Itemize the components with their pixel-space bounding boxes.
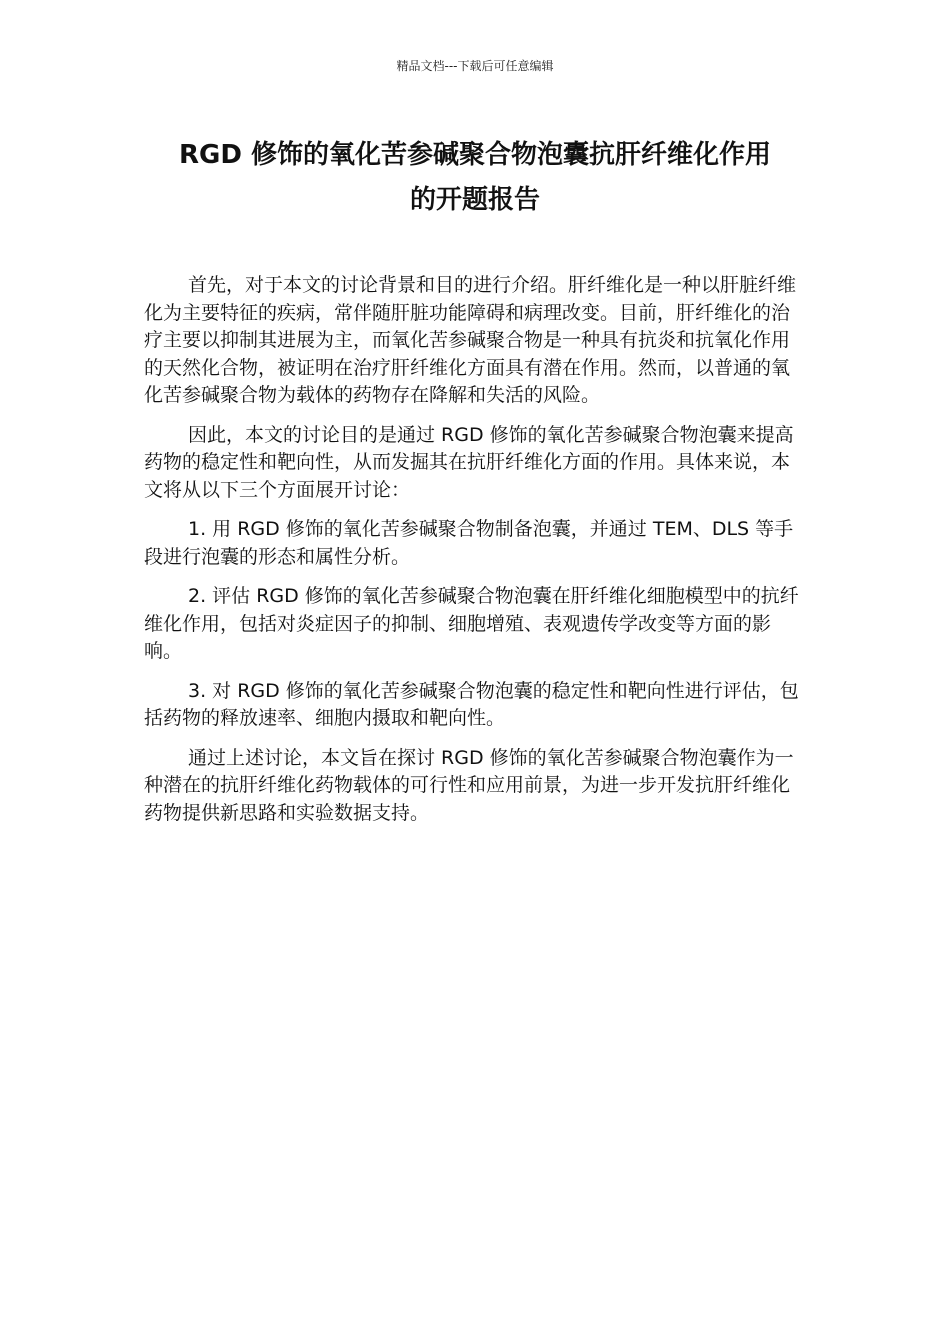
paragraph-item-3: 3. 对 RGD 修饰的氧化苦参碱聚合物泡囊的稳定性和靶向性进行评估，包括药物的释放速率、细胞内摄取和靶向性。	[144, 679, 799, 729]
paragraph-intro: 首先，对于本文的讨论背景和目的进行介绍。肝纤维化是一种以肝脏纤维化为主要特征的疾病，常伴随肝脏功能障碍和病理改变。目前，肝纤维化的治疗主要以抑制其进展为主，而氧化苦参碱聚合物是一种具有抗炎和抗氧化作用的天然化合物，被证明在治疗肝纤维化方面具有潜在作用。然而，以普通的氧化苦参碱聚合物为载体的药物存在降解和失活的风险。	[144, 274, 797, 406]
paragraph-purpose: 因此，本文的讨论目的是通过 RGD 修饰的氧化苦参碱聚合物泡囊来提高药物的稳定性和靶向性，从而发掘其在抗肝纤维化方面的作用。具体来说，本文将从以下三个方面展开讨论：	[144, 423, 794, 501]
document-title	[130, 133, 820, 223]
title-line-1: RGD 修饰的氧化苦参碱聚合物泡囊抗肝纤维化作用	[179, 140, 771, 170]
paragraph-item-2: 2. 评估 RGD 修饰的氧化苦参碱聚合物泡囊在肝纤维化细胞模型中的抗纤维化作用，包括对炎症因子的抑制、细胞增殖、表观遗传学改变等方面的影响。	[144, 585, 799, 662]
paragraph-conclusion: 通过上述讨论，本文旨在探讨 RGD 修饰的氧化苦参碱聚合物泡囊作为一种潜在的抗肝纤维化药物载体的可行性和应用前景，为进一步开发抗肝纤维化药物提供新思路和实验数据支持。	[144, 746, 794, 824]
document-body	[144, 272, 808, 839]
page-header: 精品文档---下载后可任意编辑	[396, 59, 554, 73]
paragraph-item-1: 1. 用 RGD 修饰的氧化苦参碱聚合物制备泡囊，并通过 TEM、DLS 等手段进行泡囊的形态和属性分析。	[144, 518, 794, 568]
title-line-2: 的开题报告	[409, 185, 540, 215]
